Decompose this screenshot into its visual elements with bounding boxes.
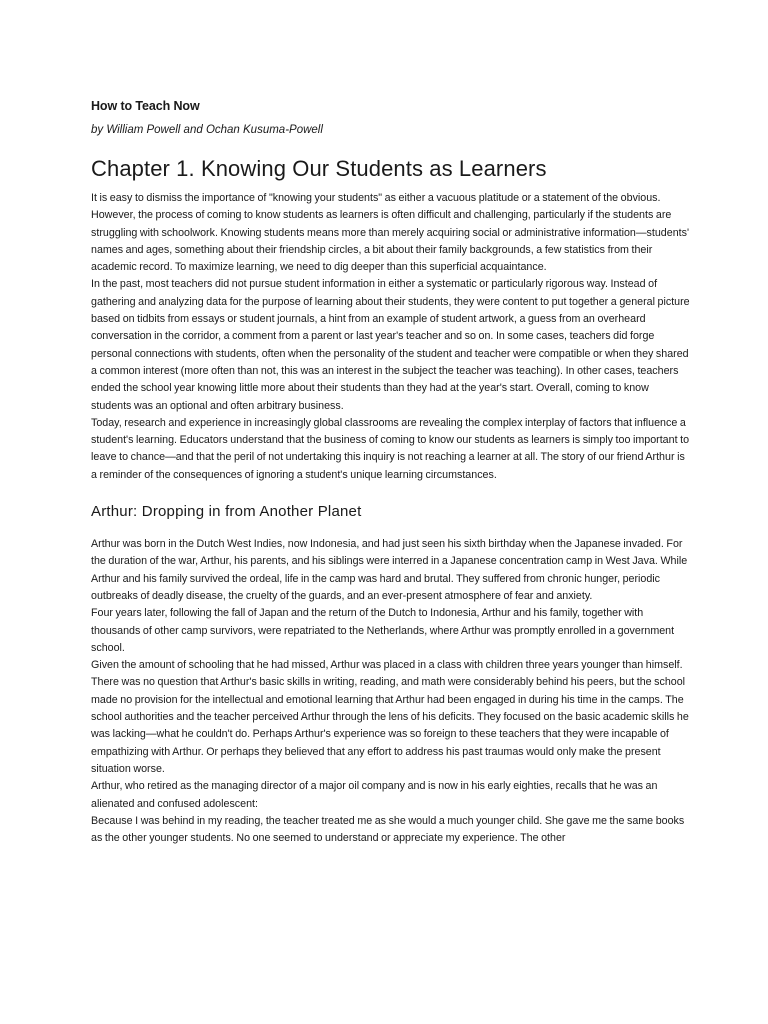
section-paragraph: Arthur, who retired as the managing director of a major oil company and is now in his early eighties, recalls that he was an alienated and confused adolescent: (91, 780, 658, 810)
section-body (91, 536, 691, 847)
section-paragraph: Given the amount of schooling that he had missed, Arthur was placed in a class with children three years younger than himself. There was no question that Arthur's basic skills in writing, reading, and math were considerably behind his peers, but the school made no provision for the intellectual and emotional learning that Arthur had been engaged in during his time in the camps. The school authorities and the teacher perceived Arthur through the lens of his deficits. They focused on the basic academic skills he was lacking—what he couldn't do. Perhaps Arthur's experience was so foreign to these teachers that they were incapable of empathizing with Arthur. Or perhaps they believed that any effort to address his past traumas would only make the present situation worse. (91, 659, 689, 775)
chapter-body (91, 190, 691, 484)
byline: by William Powell and Ochan Kusuma-Powell (91, 124, 323, 136)
section-paragraph: Because I was behind in my reading, the teacher treated me as she would a much younger child. She gave me the same books as the other younger students. No one seemed to understand or appreciate my experience. The other (91, 814, 685, 845)
section-paragraph: Arthur was born in the Dutch West Indies, now Indonesia, and had just seen his sixth birthday when the Japanese invaded. For the duration of the war, Arthur, his parents, and his siblings were interred in a Japanese concentration camp in West Java. While Arthur and his family survived the ordeal, life in the camp was hard and brutal. They suffered from chronic hunger, periodic outbreaks of deadly disease, the cruelty of the guards, and an ever-present atmosphere of fear and anxiety. (91, 538, 688, 602)
section-paragraph: Four years later, following the fall of Japan and the return of the Dutch to Indonesia, Arthur and his family, together with thousands of other camp survivors, were repatriated to the Netherlands, where Arthur was promptly enrolled in a government school. (91, 607, 675, 654)
chapter-paragraph: Today, research and experience in increasingly global classrooms are revealing the complex interplay of factors that influence a student's learning. Educators understand that the business of coming to know our students as learners is simply too important to leave to chance—and that the peril of not undertaking this inquiry is not reaching a learner at all. The story of our friend Arthur is a reminder of the consequences of ignoring a student's unique learning circumstances. (91, 416, 690, 481)
book-title: How to Teach Now (91, 99, 200, 113)
chapter-paragraph: In the past, most teachers did not pursue student information in either a systematic or particularly rigorous way. Instead of gathering and analyzing data for the purpose of learning about their students, they were content to put together a general picture based on tidbits from essays or student journals, a hint from an example of student artwork, a guess from an overheard conversation in the corridor, a comment from a parent or last year's teacher and so on. In some cases, teachers did forge personal connections with students, often when the personality of the student and teacher were compatible or when they shared a common interest (more often than not, this was an interest in the subject the teacher was teaching). In other cases, teachers ended the school year knowing little more about their students than they had at the year's start. Overall, coming to know students was an optional and often arbitrary business. (91, 278, 690, 412)
section-title: Arthur: Dropping in from Another Planet (91, 503, 362, 521)
chapter-paragraph: It is easy to dismiss the importance of "knowing your students" as either a vacuous platitude or a statement of the obvious. However, the process of coming to know students as learners is often difficult and challenging, particularly if the students are struggling with schoolwork. Knowing students means more than merely acquiring social or administrative information—students' names and ages, something about their friendship circles, a bit about their family backgrounds, a few statistics from their academic record. To maximize learning, we need to dig deeper than this superficial acquaintance. (91, 192, 689, 274)
chapter-title: Chapter 1. Knowing Our Students as Learners (91, 156, 547, 181)
document-page (91, 98, 691, 847)
